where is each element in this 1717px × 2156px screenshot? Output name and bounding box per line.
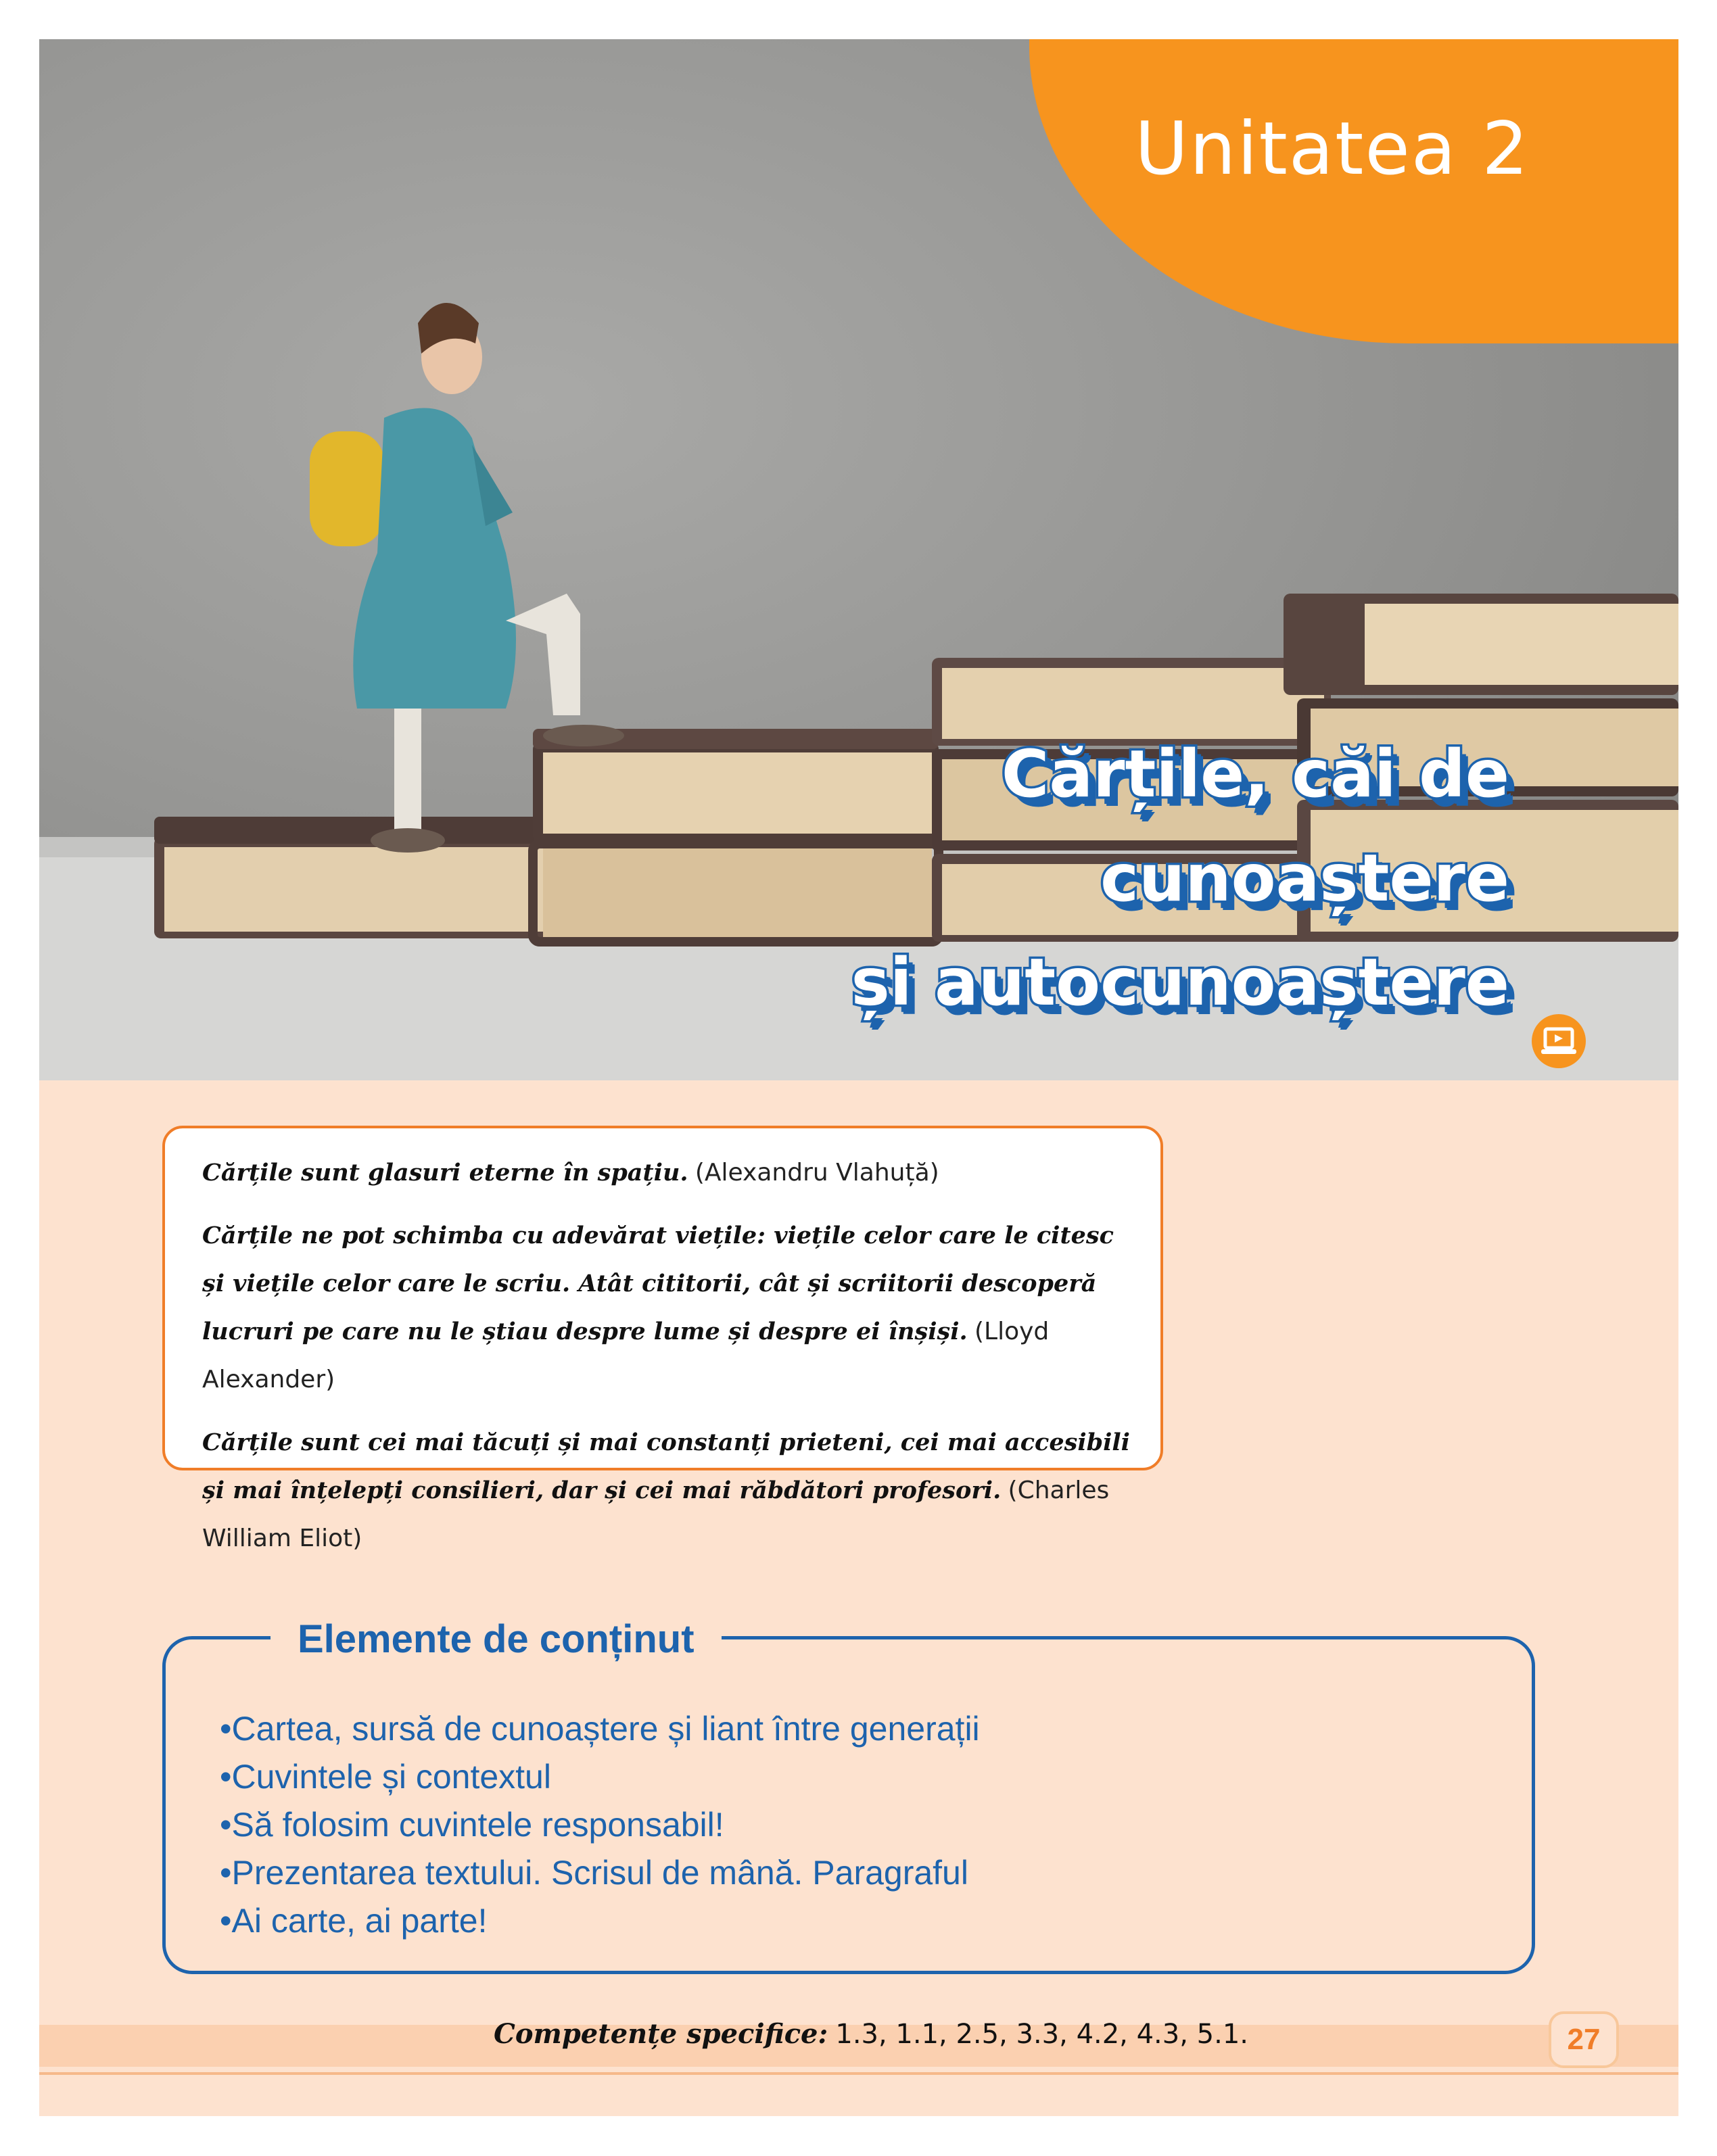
page-number: 27 bbox=[1549, 2011, 1619, 2068]
laptop-icon[interactable] bbox=[1532, 1014, 1586, 1068]
list-item: • Cartea, sursă de cunoaștere și liant între generații bbox=[220, 1705, 980, 1753]
book-stack-1 bbox=[154, 817, 560, 938]
content-elements-title: Elemente de conținut bbox=[298, 1616, 695, 1661]
quote-item bbox=[202, 1149, 1133, 1197]
list-item: • Prezentarea textului. Scrisul de mână. Paragraful bbox=[220, 1849, 980, 1897]
unit-heading bbox=[766, 722, 1509, 1034]
quote-text: Cărțile sunt cei mai tăcuți și mai constanți prieteni, cei mai accesibili și mai înțelepți consilieri, dar și cei mai răbdători profesori. bbox=[202, 1429, 1130, 1504]
quote-list bbox=[202, 1149, 1133, 1562]
quote-author: (Alexandru Vlahuță) bbox=[695, 1159, 939, 1187]
content-elements-label bbox=[271, 1602, 722, 1675]
list-item: • Să folosim cuvintele responsabil! bbox=[220, 1801, 980, 1849]
unit-heading-line: cunoaștere bbox=[1100, 840, 1509, 916]
list-item: • Ai carte, ai parte! bbox=[220, 1897, 980, 1945]
quote-text: Cărțile sunt glasuri eterne în spațiu. bbox=[202, 1159, 688, 1187]
quote-author: (Lloyd Alexander) bbox=[202, 1318, 1050, 1393]
quotes-box bbox=[162, 1126, 1163, 1552]
unit-title: Unitatea 2 bbox=[1134, 107, 1530, 191]
list-item: • Cuvintele și contextul bbox=[220, 1753, 980, 1801]
content-elements-list bbox=[220, 1705, 980, 1945]
quote-text: Cărțile ne pot schimba cu adevărat viețile: viețile celor care le citesc și viețile celor care le scriu. Atât cititorii, cât și scriitorii descoperă lucruri pe care nu le știau despre lume și despre ei înșiși. bbox=[202, 1222, 1114, 1345]
competente-label: Competențe specifice: bbox=[494, 2018, 828, 2050]
hero-photo bbox=[39, 39, 1678, 1080]
unit-heading-line: Cărțile, căi de bbox=[1001, 736, 1509, 812]
quote-author: (Charles William Eliot) bbox=[202, 1477, 1110, 1552]
quote-item bbox=[202, 1212, 1133, 1404]
unit-heading-line: și autocunoaștere bbox=[851, 944, 1509, 1020]
quote-item bbox=[202, 1418, 1133, 1562]
competente-values: 1.3, 1.1, 2.5, 3.3, 4.2, 4.3, 5.1. bbox=[835, 2019, 1248, 2050]
competente-line bbox=[494, 2018, 1248, 2050]
